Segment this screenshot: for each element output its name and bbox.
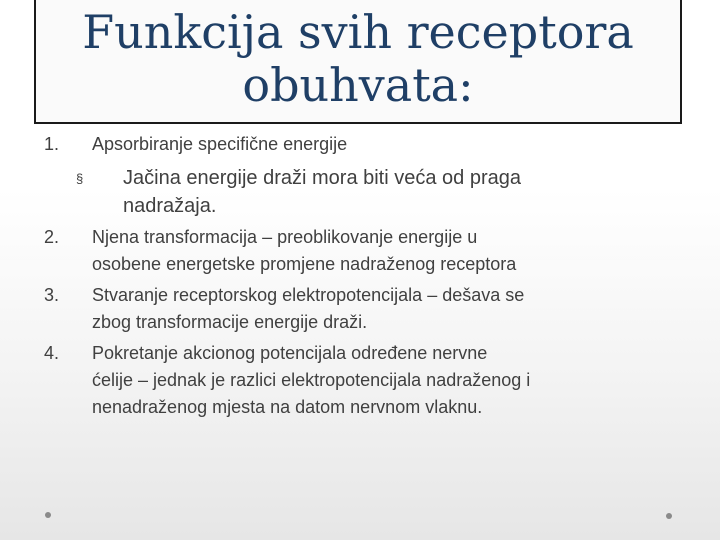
item-4-line-3: nenadraženog mjesta na datom nervnom vlaknu. (92, 397, 483, 417)
item-1-number: 1. (44, 134, 60, 154)
slide-title (36, 6, 680, 112)
sub-bullet-line-2: nadražaja. (123, 195, 217, 217)
item-2-line-1: Njena transformacija – preoblikovanje energije u (92, 227, 478, 247)
square-bullet-icon: § (76, 171, 84, 186)
right-corner-dot (666, 513, 672, 519)
item-3-line-1: Stvaranje receptorskog elektropotencijala – dešava se (92, 285, 525, 305)
item-4-line-1: Pokretanje akcionog potencijala određene nervne (92, 343, 488, 363)
title-line-2: obuhvata: (242, 58, 474, 112)
item-3-line-2: zbog transformacije energije draži. (92, 312, 368, 332)
item-4-number: 4. (44, 343, 60, 363)
item-2-line-2: osobene energetske promjene nadraženog receptora (92, 254, 517, 274)
title-box (34, 0, 682, 124)
item-2-number: 2. (44, 227, 60, 247)
left-corner-dot (45, 512, 51, 518)
item-3-number: 3. (44, 285, 60, 305)
title-line-1: Funkcija svih receptora (82, 5, 634, 59)
item-1-text: Apsorbiranje specifične energije (92, 134, 348, 154)
item-4-line-2: ćelije – jednak je razlici elektropotencijala nadraženog i (92, 370, 531, 390)
sub-bullet-line-1: Jačina energije draži mora biti veća od praga (123, 167, 521, 189)
